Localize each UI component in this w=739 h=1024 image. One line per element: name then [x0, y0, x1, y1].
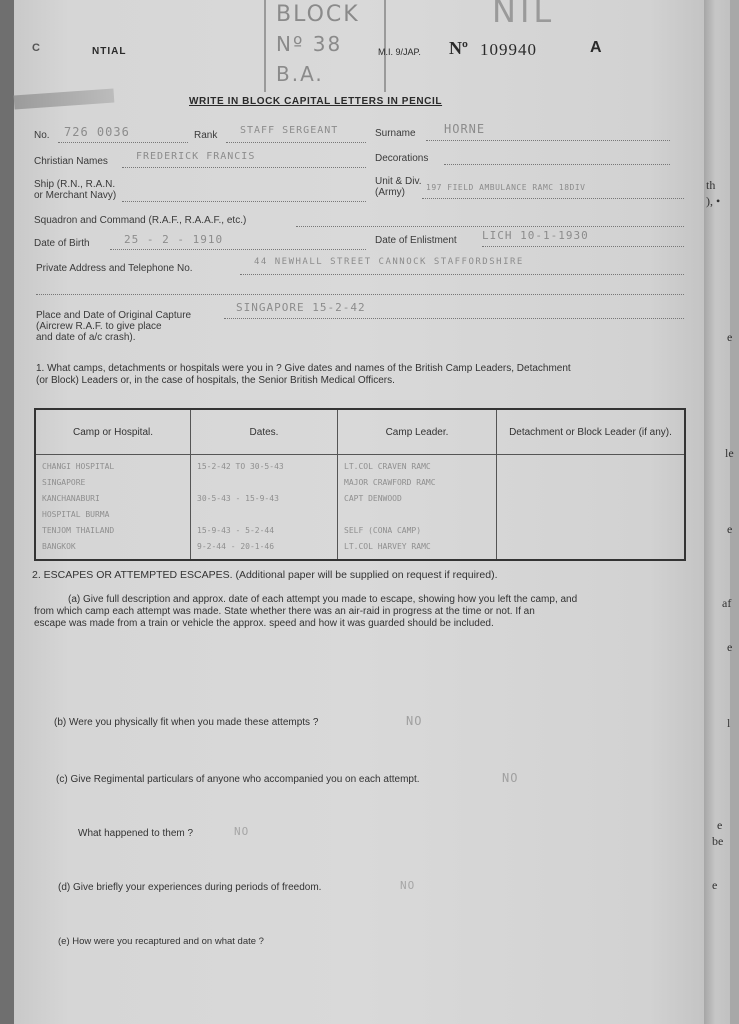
no-value: 726 0036: [64, 125, 130, 139]
header-camp-leader: Camp Leader.: [338, 409, 497, 455]
capture-label-2: (Aircrew R.A.F. to give place: [36, 321, 162, 332]
dates-cell: [191, 455, 338, 561]
edge-text: be: [712, 834, 724, 848]
confidential-mark: C: [32, 42, 40, 54]
ship-label: Ship (R.N., R.A.N.: [34, 179, 116, 190]
escape-question-b: (b) Were you physically fit when you made these attempts ?: [54, 717, 319, 728]
unit-label-2: (Army): [375, 187, 405, 198]
date-entry: 9-2-44 - 20-1-46: [197, 542, 275, 551]
leader-entry: MAJOR CRAWFORD RAMC: [344, 478, 436, 487]
edge-text: e: [727, 640, 733, 654]
edge-text: e: [727, 330, 733, 344]
no-label: No.: [34, 130, 50, 141]
section2-title: 2. ESCAPES OR ATTEMPTED ESCAPES. (Additional paper will be supplied on request if required).: [32, 569, 498, 581]
mi-reference: M.I. 9/JAP.: [378, 47, 421, 57]
leader-entry: CAPT DENWOOD: [344, 494, 402, 503]
answer-b: NO: [406, 714, 423, 728]
stamp-line-ba: B.A.: [276, 62, 324, 86]
capture-value: SINGAPORE 15-2-42: [236, 301, 366, 314]
leader-entry: LT.COL HARVEY RAMC: [344, 542, 431, 551]
header-camp: Camp or Hospital.: [35, 409, 191, 455]
escape-question-e: (e) How were you recaptured and on what date ?: [58, 936, 264, 947]
edge-text: e: [712, 878, 718, 892]
camps-cell: [35, 455, 191, 561]
form-page: [14, 0, 704, 1024]
form-number: 109940: [480, 40, 537, 59]
dob-label: Date of Birth: [34, 238, 90, 249]
edge-text: le: [725, 446, 734, 460]
leader-entry: LT.COL CRAVEN RAMC: [344, 462, 431, 471]
instruction-heading: WRITE IN BLOCK CAPITAL LETTERS IN PENCIL: [189, 96, 443, 107]
edge-text: e: [727, 522, 733, 536]
dob-value: 25 - 2 - 1910: [124, 233, 224, 246]
leader-entry: [344, 507, 490, 523]
surname-label: Surname: [375, 128, 416, 139]
block-stamp: [264, 0, 386, 92]
answer-c: NO: [502, 771, 519, 785]
camp-entry: CHANGI HOSPITAL: [42, 462, 115, 471]
leader-entry: SELF (CONA CAMP): [344, 526, 422, 535]
capture-label: Place and Date of Original Capture: [36, 310, 192, 321]
header-dates: Dates.: [191, 409, 338, 455]
date-entry: 15-2-42 TO 30-5-43: [197, 462, 284, 471]
address-label: Private Address and Telephone No.: [36, 263, 193, 274]
edge-text: l: [727, 716, 731, 730]
number-label: Nº: [449, 38, 468, 58]
escape-question-a-2: from which camp each attempt was made. State whether there was an air-raid in progress at the time or not. If an: [34, 606, 535, 617]
enlistment-value: LICH 10-1-1930: [482, 229, 589, 242]
header-detachment: Detachment or Block Leader (if any).: [497, 409, 686, 455]
unit-value: 197 FIELD AMBULANCE RAMC 18DIV: [426, 183, 586, 192]
date-entry: [197, 507, 331, 523]
camp-entry: SINGAPORE: [42, 478, 86, 487]
camp-entry: BANGKOK: [42, 542, 76, 551]
escape-question-a-3: escape was made from a train or vehicle the approx. speed and how it was guarded should be included.: [34, 618, 494, 629]
answer-d: NO: [400, 879, 416, 892]
enlistment-label: Date of Enlistment: [375, 235, 457, 246]
capture-label-3: and date of a/c crash).: [36, 332, 136, 343]
leaders-cell: [338, 455, 497, 561]
detachment-cell: [497, 455, 686, 561]
page-edge-strip: [730, 0, 739, 1024]
section1-text: 1. What camps, detachments or hospitals were you in ? Give dates and names of the British Camp Leaders, Detachment: [36, 363, 571, 374]
edge-text: e: [717, 818, 723, 832]
ship-label-2: or Merchant Navy): [34, 190, 117, 201]
edge-text: th: [706, 178, 716, 192]
decorations-label: Decorations: [375, 153, 429, 164]
stamp-line-block: BLOCK: [276, 2, 360, 27]
escape-question-c: (c) Give Regimental particulars of anyone who accompanied you on each attempt.: [56, 774, 420, 785]
camps-table: [34, 408, 686, 561]
stamp-line-number: Nº 38: [276, 32, 343, 56]
escape-question-c-fate: What happened to them ?: [78, 828, 194, 839]
confidential-label: NTIAL: [92, 46, 127, 57]
unit-label: Unit & Div.: [375, 176, 422, 187]
section1-text-2: (or Block) Leaders or, in the case of hospitals, the Senior British Medical Officers.: [36, 375, 395, 386]
camp-entry: TENJOM THAILAND: [42, 526, 115, 535]
christian-names-value: FREDERICK FRANCIS: [136, 151, 256, 162]
answer-c-fate: NO: [234, 825, 250, 838]
series-letter: A: [590, 39, 602, 56]
camp-entry: KANCHANABURI: [42, 494, 100, 503]
rank-label: Rank: [194, 130, 218, 141]
date-entry: 30-5-43 - 15-9-43: [197, 494, 279, 503]
squadron-label: Squadron and Command (R.A.F., R.A.A.F., etc.): [34, 215, 247, 226]
torn-corner: [14, 89, 115, 110]
camp-entry: HOSPITAL BURMA: [42, 510, 110, 519]
escape-question-a: (a) Give full description and approx. date of each attempt you made to escape, showing how you left the camp, and: [68, 594, 578, 605]
nil-annotation: NIL: [492, 0, 556, 30]
surname-value: HORNE: [444, 122, 486, 136]
date-entry: [197, 475, 331, 491]
address-value: 44 NEWHALL STREET CANNOCK STAFFORDSHIRE: [254, 257, 524, 267]
rank-value: STAFF SERGEANT: [240, 125, 339, 136]
christian-names-label: Christian Names: [34, 156, 108, 167]
edge-text: af: [722, 596, 732, 610]
date-entry: 15-9-43 - 5-2-44: [197, 526, 275, 535]
edge-text: ), •: [706, 194, 721, 208]
escape-question-d: (d) Give briefly your experiences during periods of freedom.: [58, 882, 322, 893]
